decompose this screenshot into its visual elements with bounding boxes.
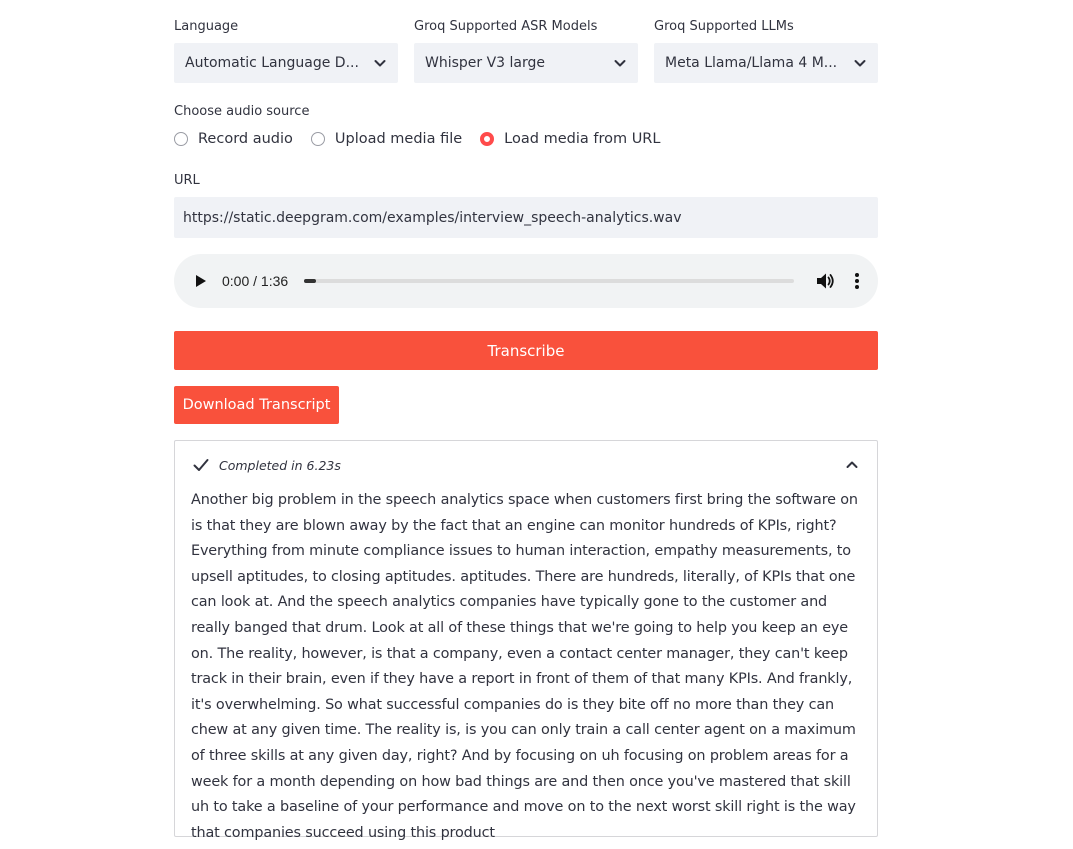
transcript-text: Another big problem in the speech analytics space when customers first bring the software on is that they are blown away by the fact that an engine can monitor hundreds of KPIs, right? Everything from minute compliance issues to human interaction, empathy measurements, to upsell aptitudes, to closing aptitudes. aptitudes. There are hundreds, literally, of KPIs that one can look at. And the speech analytics companies have typically gone to the customer and really banged that drum. Look at all of these things that we're going to help you keep an eye on. The reality, however, is that a company, even a contact center manager, they can't keep track in their brain, even if they have a report in front of them of that many KPIs. And frankly, it's overwhelming. So what successful companies do is they bite off no more than they can chew at any given time. The reality is, is you can only train a call center agent on a maximum of three skills at any given day, right? And by focusing on uh focusing on problem areas for a week for a month depending on how bad things are and then once you've mastered that skill uh to take a baseline of your performance and move on to the next worst skill right is the way that companies succeed using this product [191,492,858,841]
llm-label: Groq Supported LLMs [654,19,794,34]
more-options-icon[interactable] [854,272,860,290]
llm-select[interactable] [654,43,878,83]
radio-circle-icon [174,132,188,146]
language-select[interactable] [174,43,398,83]
radio-label: Load media from URL [504,131,661,147]
download-transcript-button[interactable]: Download Transcript [174,386,339,424]
checkmark-icon [193,458,209,472]
radio-selected-icon [480,132,494,146]
language-label: Language [174,19,239,34]
language-select-value: Automatic Language D... [185,55,359,71]
radio-label: Upload media file [334,131,463,147]
asr-model-select-value: Whisper V3 large [425,55,546,71]
url-input[interactable] [174,197,878,238]
asr-model-select[interactable] [414,43,638,83]
llm-select-value: Meta Llama/Llama 4 M... [665,55,838,71]
chevron-down-icon [613,56,627,70]
audio-time: 0:00 / 1:36 [222,273,289,289]
radio-record-audio[interactable] [174,131,293,147]
audio-progress [304,279,316,283]
volume-icon[interactable] [816,272,836,290]
chevron-down-icon [373,56,387,70]
audio-seek-bar[interactable] [304,279,794,283]
audio-player [174,254,878,308]
radio-load-url[interactable] [480,131,660,147]
audio-source-radio-group [174,131,678,147]
play-icon[interactable] [194,274,208,288]
expander-header[interactable] [175,441,877,489]
radio-label: Record audio [198,131,293,147]
radio-upload-media[interactable] [311,131,462,147]
radio-circle-icon [311,132,325,146]
completion-status: Completed in 6.23s [219,457,341,473]
url-label: URL [174,173,200,188]
transcript-expander [174,440,878,841]
chevron-down-icon [853,56,867,70]
transcribe-button[interactable]: Transcribe [174,331,878,370]
audio-source-label: Choose audio source [174,104,310,119]
chevron-up-icon[interactable] [845,458,859,472]
asr-model-label: Groq Supported ASR Models [414,19,598,34]
